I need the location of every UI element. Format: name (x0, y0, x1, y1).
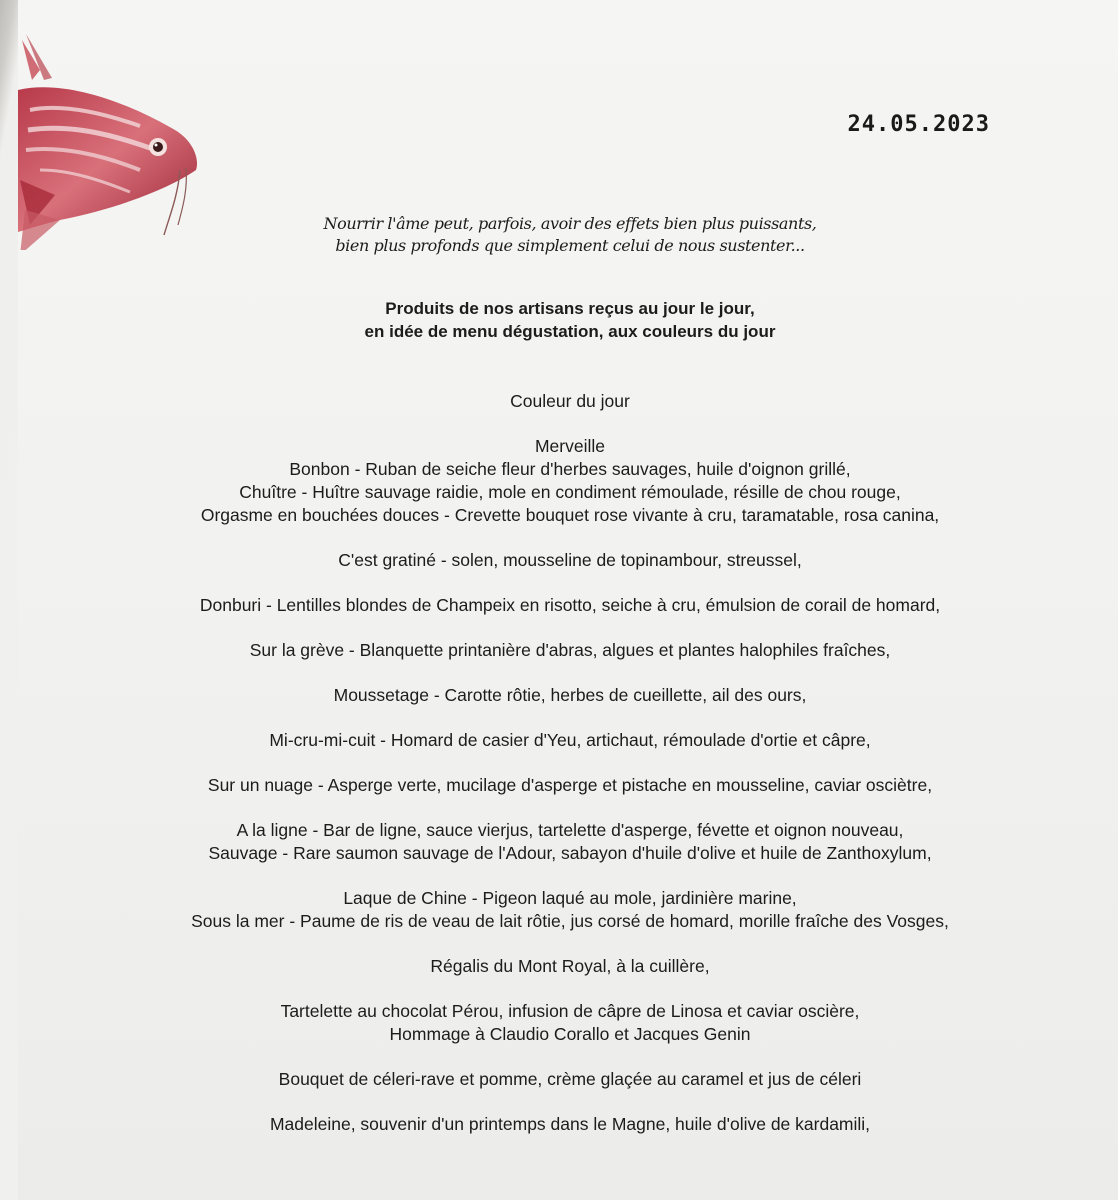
course-item: Sur un nuage - Asperge verte, mucilage d'asperge et pistache en mousseline, caviar osciètre, (207, 775, 933, 795)
quote-line-2: bien plus profonds que simplement celui de nous sustenter... (335, 236, 805, 255)
course-section-title: Merveille (534, 436, 606, 456)
course-item: Sur la grève - Blanquette printanière d'abras, algues et plantes halophiles fraîches, (249, 640, 891, 660)
course-item: Régalis du Mont Royal, à la cuillère, (430, 956, 710, 976)
course-item: Bonbon - Ruban de seiche fleur d'herbes sauvages, huile d'oignon grillé, (289, 459, 851, 479)
menu-heading: Couleur du jour (510, 391, 630, 411)
epigraph-quote (110, 213, 1030, 257)
course-item: Orgasme en bouchées douces - Crevette bouquet rose vivante à cru, taramatable, rosa canina, (200, 505, 940, 525)
menu-introduction (110, 297, 1030, 343)
intro-line-1: Produits de nos artisans reçus au jour le jour, (385, 299, 755, 318)
course-item: Sauvage - Rare saumon sauvage de l'Adour, sabayon d'huile d'olive et huile de Zanthoxylum, (208, 843, 932, 863)
course-item: C'est gratiné - solen, mousseline de topinambour, streussel, (338, 550, 802, 570)
course-item: Chuître - Huître sauvage raidie, mole en condiment rémoulade, résille de chou rouge, (239, 482, 901, 502)
course-item: Laque de Chine - Pigeon laqué au mole, jardinière marine, (343, 888, 797, 908)
course-item: Bouquet de céleri-rave et pomme, crème glaçée au caramel et jus de céleri (278, 1069, 862, 1089)
course-item: A la ligne - Bar de ligne, sauce vierjus, tartelette d'asperge, févette et oignon nouveau, (236, 820, 904, 840)
menu-courses (110, 390, 1030, 1136)
course-item: Hommage à Claudio Corallo et Jacques Genin (389, 1024, 751, 1044)
course-item: Donburi - Lentilles blondes de Champeix en risotto, seiche à cru, émulsion de corail de homard, (199, 595, 941, 615)
quote-line-1: Nourrir l'âme peut, parfois, avoir des effets bien plus puissants, (323, 214, 817, 233)
menu-content (110, 213, 1030, 1136)
course-item: Tartelette au chocolat Pérou, infusion de câpre de Linosa et caviar oscière, (280, 1001, 860, 1021)
course-item: Moussetage - Carotte rôtie, herbes de cueillette, ail des ours, (333, 685, 807, 705)
course-item: Sous la mer - Paume de ris de veau de lait rôtie, jus corsé de homard, morille fraîche des Vosges, (191, 911, 949, 931)
course-item: Mi-cru-mi-cuit - Homard de casier d'Yeu, artichaut, rémoulade d'ortie et câpre, (269, 730, 871, 750)
course-item: Madeleine, souvenir d'un printemps dans le Magne, huile d'olive de kardamili, (269, 1114, 871, 1134)
menu-date: 24.05.2023 (847, 112, 990, 137)
intro-line-2: en idée de menu dégustation, aux couleurs du jour (364, 322, 776, 341)
